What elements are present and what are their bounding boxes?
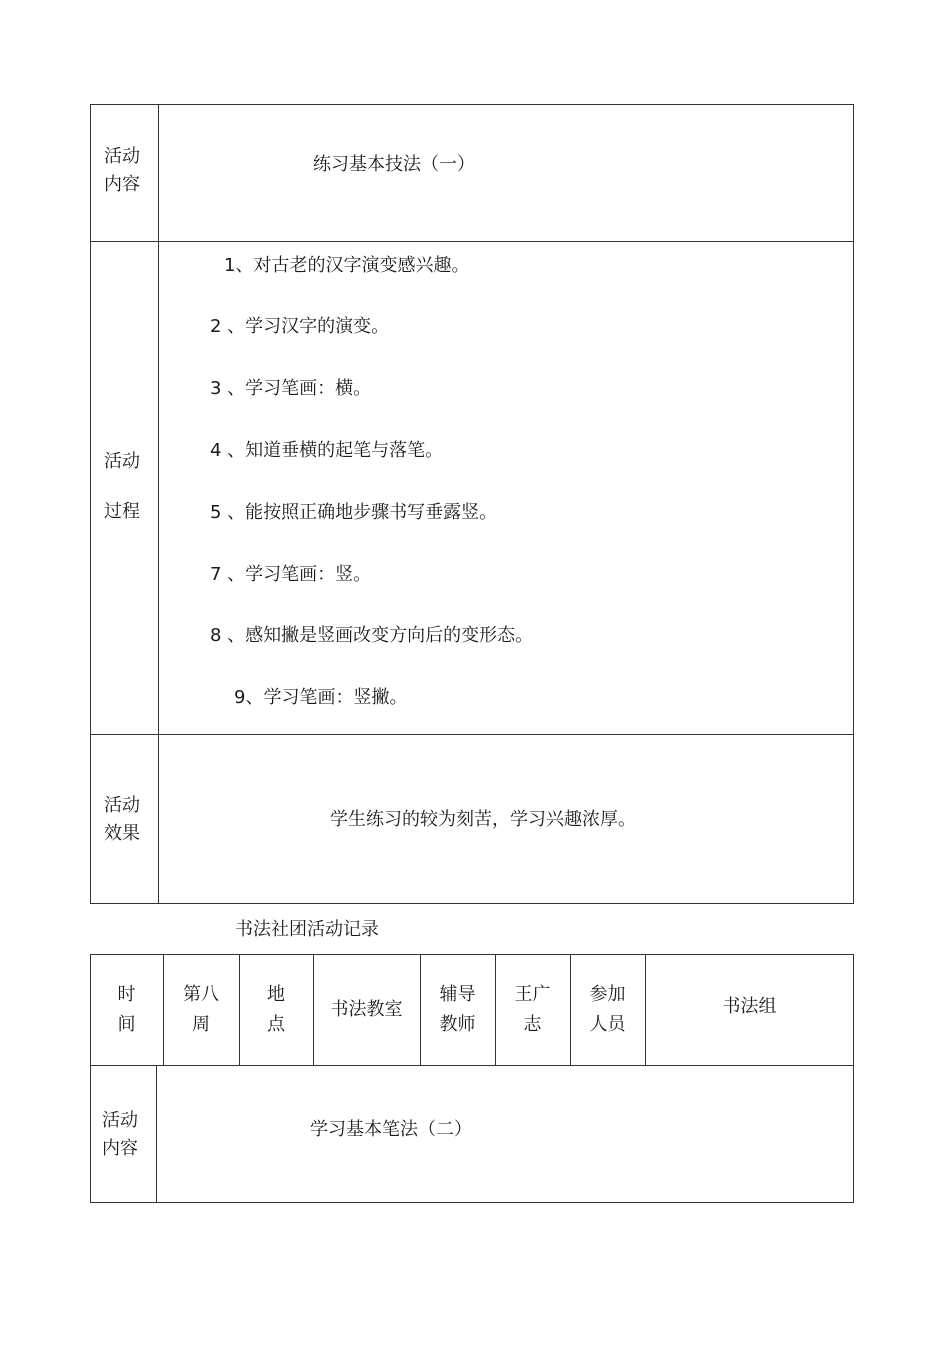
activity-content-label	[92, 143, 152, 199]
label-line: 活动	[104, 146, 140, 167]
cell-line: 第八	[183, 983, 219, 1005]
list-item: 5 、能按照正确地步骤书写垂露竖。	[210, 502, 498, 523]
label-line: 活动	[104, 451, 140, 472]
cell-line: 辅导	[439, 983, 476, 1005]
cell-line: 书法组	[722, 995, 777, 1017]
label-line: 活动	[104, 795, 140, 816]
cell-line: 书法教室	[330, 998, 403, 1020]
activity-process-label	[92, 448, 152, 526]
label-line: 效果	[104, 823, 140, 844]
label-line: 内容	[102, 1138, 138, 1159]
list-item: 1、对古老的汉字演变感兴趣。	[224, 255, 470, 276]
list-item: 9、学习笔画：竖撇。	[234, 687, 408, 708]
members-label-cell	[570, 954, 645, 1065]
column-divider	[158, 104, 159, 904]
members-value-cell	[645, 954, 854, 1065]
label-line: 活动	[102, 1110, 138, 1131]
time-label-cell	[90, 954, 163, 1065]
cell-line: 周	[192, 1013, 210, 1035]
activity-content-text: 学习基本笔法（二）	[310, 1119, 472, 1140]
activity-content-label	[90, 1107, 150, 1163]
list-item: 2 、学习汉字的演变。	[210, 316, 390, 337]
teacher-value-cell	[495, 954, 570, 1065]
row-divider	[90, 241, 854, 242]
place-value-cell	[313, 954, 420, 1065]
column-divider	[156, 1065, 157, 1203]
label-line: 内容	[104, 174, 140, 195]
cell-line: 教师	[439, 1013, 476, 1035]
cell-line: 参加	[589, 983, 626, 1005]
activity-effect-text: 学生练习的较为刻苦，学习兴趣浓厚。	[330, 809, 636, 830]
row-divider	[90, 734, 854, 735]
place-label-cell	[239, 954, 313, 1065]
row-divider	[90, 1065, 854, 1066]
list-item: 7 、学习笔画：竖。	[210, 564, 372, 585]
record-heading: 书法社团活动记录	[235, 919, 379, 940]
teacher-label-cell	[420, 954, 495, 1065]
label-line: 过程	[104, 501, 140, 522]
cell-line: 人员	[589, 1013, 626, 1035]
cell-line: 间	[117, 1013, 136, 1035]
activity-content-text: 练习基本技法（一）	[313, 154, 475, 175]
list-item: 4 、知道垂横的起笔与落笔。	[210, 440, 444, 461]
cell-line: 地	[267, 983, 285, 1005]
time-value-cell	[163, 954, 239, 1065]
cell-line: 王广	[514, 983, 551, 1005]
cell-line: 志	[523, 1013, 542, 1035]
list-item: 8 、感知撇是竖画改变方向后的变形态。	[210, 625, 534, 646]
list-item: 3 、学习笔画：横。	[210, 378, 372, 399]
cell-line: 时	[117, 983, 136, 1005]
cell-line: 点	[267, 1013, 285, 1035]
activity-effect-label	[92, 792, 152, 848]
